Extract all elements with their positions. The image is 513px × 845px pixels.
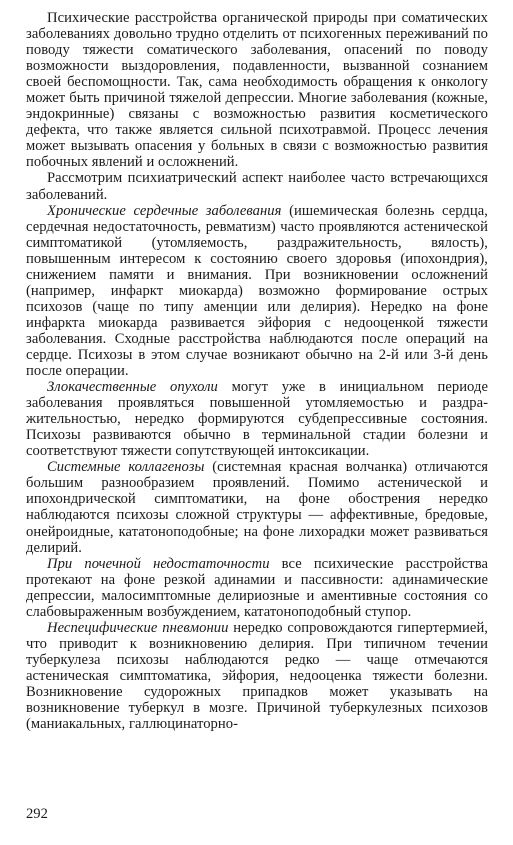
paragraph-lead-term: При почечной недостаточности [47, 555, 270, 572]
paragraph-text: Рассмотрим психиатрический аспект наиболее часто встречающихся заболеваний. [26, 170, 488, 203]
paragraph-text: нередко сопровождаются гипертермией, что приводит к возникновению делирия. При типичном течении туберкулеза психозы наблюдаются редко — чаще отмечаются астеническая симптоматика, эйфория, недооценка тяжести болезни. Возникновение судорожных припадков может указывать на возникновение туберкул в мозге. Причиной туберкулезных психозов (маниакальных, галлюцинаторно- [26, 619, 488, 733]
paragraph-text: могут уже в инициальном периоде заболевания проявляться повышенной утомляемостью и раздражительностью, нередко формируются субдепрессивные состояния. Психозы развиваются обычно в терминальной стадии болезни и соответствуют тяжести сопутствующей интоксикации. [26, 379, 488, 460]
paragraph-pneumonia-tuberculosis [26, 620, 488, 732]
paragraph-text: (ишемическая болезнь сердца, сердечная недостаточность, ревматизм) часто проявляются астенической симптоматикой (утомляемость, раздражительность, вялость), повышенным интересом к состоянию своего здоровья (ипохондрия), снижением памяти и внимания. При возникновении осложнений (например, инфаркт миокарда) возможно формирование острых психозов (чаще по типу аменции или делирия). Нередко на фоне инфаркта миокарда развивается эйфория с недооценкой тяжести заболевания. Сходные расстройства наблюдаются после операций на сердце. Психозы в этом случае возникают обычно на 2-й или 3-й день после операции. [26, 202, 488, 380]
paragraph-lead-term: Злокачественные опухоли [47, 379, 218, 396]
paragraph-lead-term: Хронические сердечные заболевания [47, 202, 282, 219]
paragraph-somatic-intro [26, 10, 488, 170]
paragraph-text: (системная красная волчанка) отличаются большим разнообразием проявлений. Помимо астенической и ипохондрической симптоматики, на фоне обострения нередко наблюдаются психозы сложной структуры — аффективные, бредовые, онейроидные, кататоноподобные; на фоне лихорадки может развиваться делирий. [26, 459, 488, 556]
paragraph-malignant-tumors [26, 379, 488, 459]
paragraph-psychiatric-aspect [26, 170, 488, 202]
paragraph-renal-failure [26, 556, 488, 620]
page-number: 292 [26, 806, 48, 822]
paragraph-lead-term: Неспецифические пневмонии [47, 619, 229, 636]
body-text [26, 10, 488, 732]
paragraph-heart-diseases [26, 203, 488, 380]
paragraph-lead-term: Системные коллагенозы [47, 459, 205, 476]
paragraph-text: Психические расстройства органической природы при соматических заболеваниях довольно трудно отделить от психогенных переживаний по поводу тяжести соматического заболевания, опасений по поводу возможности выздоровления, подавленности, вызванной сознанием своей беспомощности. Так, сама необходимость обращения к онкологу может быть причиной тяжелой депрессии. Многие заболевания (кожные, эндокринные) связаны с возможностью развития косметического дефекта, что также является сильной психотравмой. Процесс лечения может вызывать опасения у больных в связи с возможностью развития побочных явлений и осложнений. [26, 10, 488, 171]
paragraph-collagenoses [26, 459, 488, 555]
paragraph-text: все психические расстройства протекают на фоне резкой адинамии и пассивности: адинамические депрессии, малосимптомные делириозные и аментивные состояния со слабовыраженным возбуждением, кататоноподобный ступор. [26, 555, 488, 620]
